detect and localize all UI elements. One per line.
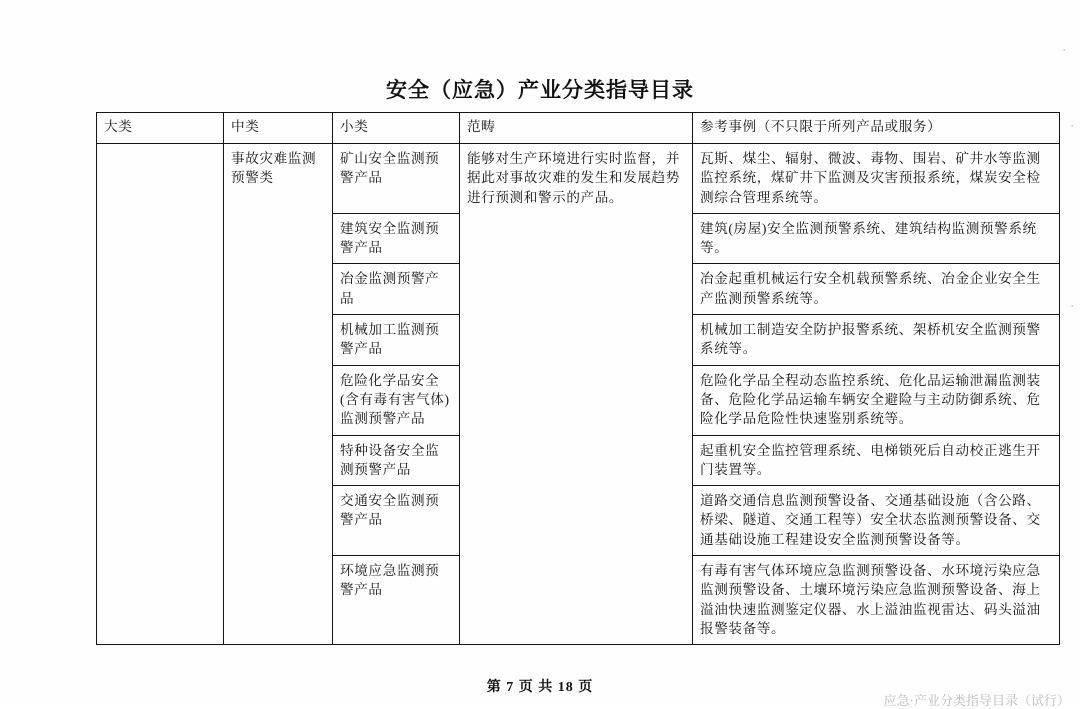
classification-table [96,112,1060,645]
scan-mark-bottom-right: 应急·产业分类指导目录（试行） [883,693,1070,708]
cell-minor-category: 特种设备安全监测预警产品 [333,435,460,486]
cell-examples: 危险化学品全程动态监控系统、危化品运输泄漏监测装备、危险化学品运输车辆安全避险与主动防御系统、危险化学品危险性快速鉴别系统等。 [693,365,1060,435]
cell-major-category [97,144,224,645]
cell-examples: 有毒有害气体环境应急监测预警设备、水环境污染应急监测预警设备、土壤环境污染应急监测预警设备、海上溢油快速监测鉴定仪器、水上溢油监视雷达、码头溢油报警装备等。 [693,556,1060,645]
scan-mark-right-lower: · [1070,300,1074,312]
cell-examples: 机械加工制造安全防护报警系统、架桥机安全监测预警系统等。 [693,315,1060,366]
table-header-row [97,113,1060,144]
header-mid: 中类 [224,113,333,144]
header-minor: 小类 [333,113,460,144]
scan-mark-right-upper: · [1070,120,1074,132]
table-row [97,144,1060,214]
cell-examples: 起重机安全监控管理系统、电梯锁死后自动校正逃生开门装置等。 [693,435,1060,486]
header-scope: 范畴 [460,113,693,144]
cell-minor-category: 矿山安全监测预警产品 [333,144,460,214]
table-header [97,113,1060,144]
cell-mid-category: 事故灾难监测预警类 [224,144,333,645]
page-title: 安全（应急）产业分类指导目录 [386,78,694,102]
page-footer: 第 7 页 共 18 页 [486,680,594,695]
cell-examples: 道路交通信息监测预警设备、交通基础设施（含公路、桥梁、隧道、交通工程等）安全状态监测预警设备、交通基础设施工程建设安全监测预警设备等。 [693,486,1060,556]
scan-mark-top-right: · [1062,44,1066,56]
cell-examples: 瓦斯、煤尘、辐射、微波、毒物、围岩、矿井水等监测监控系统，煤矿井下监测及灾害预报系统，煤炭安全检测综合管理系统等。 [693,144,1060,214]
cell-minor-category: 危险化学品安全(含有毒有害气体)监测预警产品 [333,365,460,435]
cell-minor-category: 机械加工监测预警产品 [333,315,460,366]
cell-scope: 能够对生产环境进行实时监督，并据此对事故灾难的发生和发展趋势进行预测和警示的产品。 [460,144,693,645]
cell-minor-category: 建筑安全监测预警产品 [333,213,460,264]
cell-examples: 冶金起重机械运行安全机载预警系统、冶金企业安全生产监测预警系统等。 [693,264,1060,315]
header-major: 大类 [97,113,224,144]
cell-minor-category: 交通安全监测预警产品 [333,486,460,556]
cell-minor-category: 冶金监测预警产品 [333,264,460,315]
table-body [97,144,1060,645]
cell-minor-category: 环境应急监测预警产品 [333,556,460,645]
cell-examples: 建筑(房屋)安全监测预警系统、建筑结构监测预警系统等。 [693,213,1060,264]
header-examples: 参考事例（不只限于所列产品或服务） [693,113,1060,144]
